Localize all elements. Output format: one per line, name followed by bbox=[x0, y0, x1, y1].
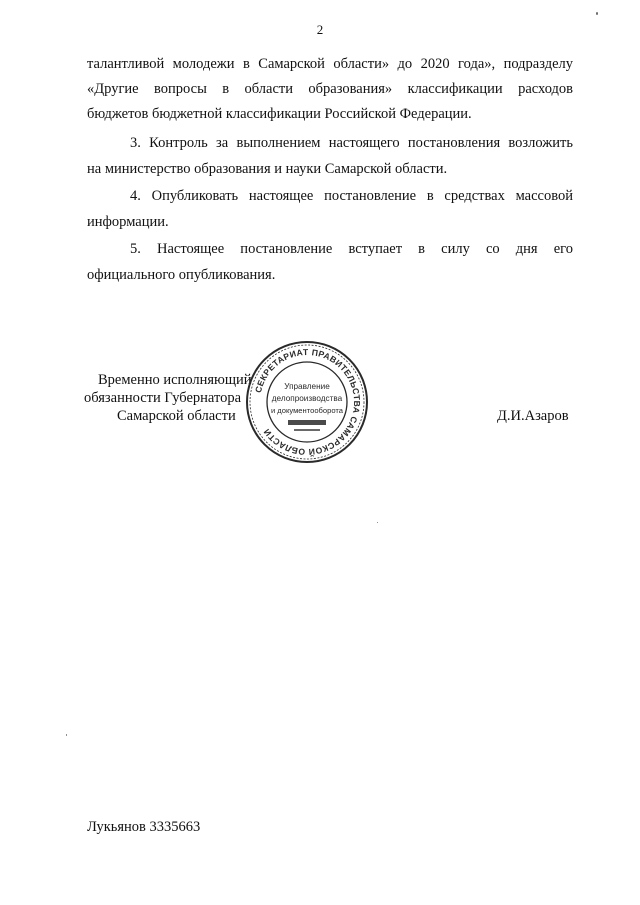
scan-speck bbox=[66, 734, 67, 736]
paragraph-line: бюджетов бюджетной классификации Российской Федерации. bbox=[87, 106, 472, 122]
signatory-position-line3: Самарской области bbox=[117, 408, 236, 424]
page-number: 2 bbox=[316, 22, 324, 37]
paragraph-line: талантливой молодежи в Самарской области» до 2020 года», подразделу bbox=[87, 56, 573, 72]
signatory-position-line2: обязанности Губернатора bbox=[84, 390, 242, 406]
official-seal-stamp bbox=[244, 340, 370, 464]
paragraph-item-4: 4. Опубликовать настоящее постановление в средствах массовой bbox=[130, 188, 573, 204]
executor-note: Лукьянов 3335663 bbox=[87, 819, 201, 835]
paragraph-line: «Другие вопросы в области образования» классификации расходов bbox=[87, 81, 573, 97]
stamp-inner-line3: и документооборота bbox=[270, 406, 344, 415]
paragraph-line: на министерство образования и науки Самарской области. bbox=[87, 161, 448, 177]
paragraph-item-5: 5. Настоящее постановление вступает в силу со дня его bbox=[130, 241, 573, 257]
paragraph-line: информации. bbox=[87, 214, 169, 230]
stamp-ring-text: СЕКРЕТАРИАТ ПРАВИТЕЛЬСТВА САМАРСКОЙ ОБЛАСТИ bbox=[252, 346, 363, 458]
paragraph-item-3: 3. Контроль за выполнением настоящего постановления возложить bbox=[130, 135, 573, 151]
scan-speck bbox=[377, 522, 378, 523]
signatory-position-line1: Временно исполняющий bbox=[98, 372, 252, 388]
signatory-name: Д.И.Азаров bbox=[497, 408, 569, 424]
paragraph-line: официального опубликования. bbox=[87, 267, 276, 283]
scan-speck bbox=[596, 12, 598, 15]
stamp-inner-line2: делопроизводства bbox=[271, 394, 343, 403]
stamp-inner-line1: Управление bbox=[284, 382, 330, 391]
